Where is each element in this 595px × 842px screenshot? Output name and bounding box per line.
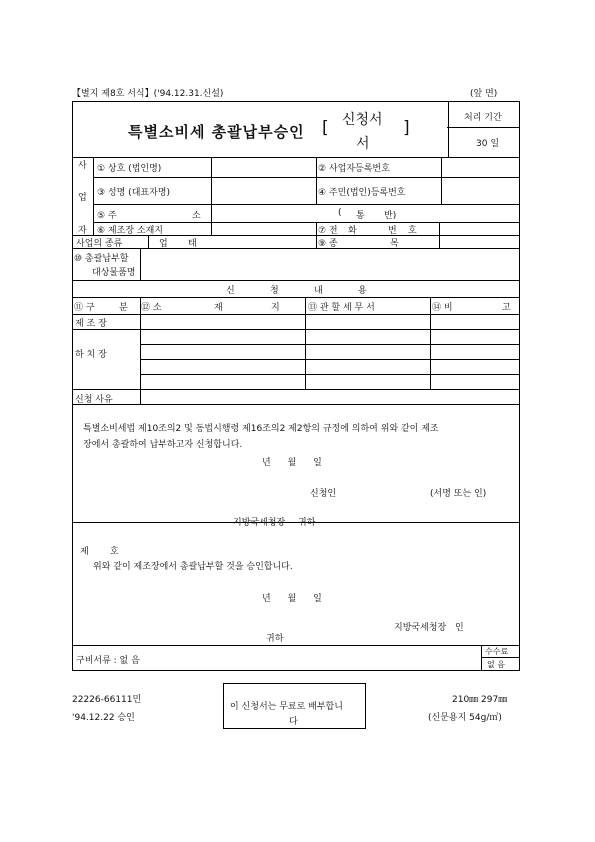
- target-goods-label-2: 대상물품명: [92, 268, 136, 278]
- business-type-field[interactable]: [211, 235, 315, 247]
- phone-label-4: 호: [408, 226, 417, 236]
- reason-field[interactable]: [140, 388, 519, 402]
- approval-official: 지방국세청장 인: [394, 623, 464, 633]
- phone-label-3: 번: [388, 226, 397, 236]
- section-title-char-1: 신: [226, 286, 235, 296]
- declaration-line-1: 특별소비세법 제10조의2 및 동법시행령 제16조의2 제2항의 규정에 의하여 위와 같이 제조: [83, 424, 439, 434]
- phone-label-2: 화: [348, 226, 357, 236]
- factory-location-label: ⑥ 제조장 소재지: [97, 226, 163, 236]
- form-title: 특별소비세 총괄납부승인: [128, 123, 305, 141]
- address-label: ⑤ 주: [97, 211, 117, 221]
- address-label-2: 소: [192, 211, 201, 221]
- col-remarks: ⑭ 비: [432, 303, 453, 313]
- target-goods-field[interactable]: [140, 248, 519, 278]
- business-type-sub-2: 태: [188, 239, 197, 249]
- form-number: 【별지 제8호 서식】('94.12.31.신설): [72, 89, 224, 99]
- phone-field[interactable]: [439, 222, 519, 234]
- approval-date: 년 월 일: [262, 594, 322, 604]
- col-location-2: 재: [214, 303, 223, 313]
- form-code: 22226-66111민: [72, 695, 142, 705]
- target-goods-label-1: ⑩ 총괄납부할: [74, 254, 129, 264]
- tel-label-2: 반): [384, 211, 397, 221]
- address-field[interactable]: [211, 204, 331, 221]
- processing-period-label: 처리 기간: [464, 113, 502, 123]
- doc-type-line1: 신청서: [342, 112, 383, 128]
- section-title-char-4: 용: [358, 286, 367, 296]
- company-name-field[interactable]: [211, 157, 315, 176]
- col-tax-office: ⑬ 관 할 세 무 서: [308, 303, 375, 313]
- phone-label: ⑦ 전: [318, 226, 338, 236]
- approval-date-note: '94.12.22 승인: [72, 713, 135, 723]
- processing-period-value: 30 일: [476, 139, 500, 149]
- fee-value: 없 음: [487, 660, 505, 669]
- row-storage: 하 치 장: [75, 350, 107, 360]
- signature-label: (서명 또는 인): [430, 489, 487, 499]
- attachments-label: 구비서류 : 없 음: [76, 656, 140, 666]
- item-label: ⑨ 종: [318, 239, 338, 249]
- applicant-side-char-2: 업: [78, 193, 87, 203]
- bracket-open: [: [322, 118, 329, 138]
- approval-body: 위와 같이 제조장에서 총괄납부할 것을 승인합니다.: [93, 562, 293, 572]
- page-side: (앞 면): [470, 89, 498, 99]
- free-note-line-1: 이 신청서는 무료로 배부합니: [230, 702, 343, 712]
- declaration-recipient: 지방국세청장 귀하: [233, 518, 316, 528]
- col-location-3: 지: [271, 303, 280, 313]
- row-factory: 제 조 장: [75, 319, 107, 329]
- tel-open: (: [338, 208, 342, 218]
- representative-name-field[interactable]: [211, 177, 315, 203]
- col-remarks-2: 고: [502, 303, 511, 313]
- business-type-sub: 업: [159, 239, 168, 249]
- applicant-side-char-3: 자: [78, 226, 87, 236]
- applicant-label: 신청인: [310, 489, 337, 499]
- section-title-char-3: 내: [314, 286, 323, 296]
- business-number-label: ② 사업자등록번호: [318, 164, 390, 174]
- declaration-date: 년 월 일: [262, 458, 322, 468]
- item-label-2: 목: [390, 239, 399, 249]
- business-number-field[interactable]: [441, 157, 519, 176]
- tel-label: 통: [356, 211, 365, 221]
- representative-name-label: ③ 성명 (대표자명): [97, 188, 170, 198]
- business-type-label: 사업의 종류: [76, 239, 123, 249]
- doc-type-line2: 서: [356, 136, 370, 152]
- free-note-line-2: 다: [289, 717, 298, 727]
- col-location: ⑫ 소: [141, 303, 162, 313]
- registration-number-label: ④ 주민(법인)등록번호: [318, 188, 406, 198]
- col-category-2: 분: [119, 303, 128, 313]
- reason-label: 신청 사유: [75, 395, 113, 405]
- approval-number-label-2: 호: [110, 547, 119, 557]
- fee-label: 수수료: [485, 647, 509, 656]
- registration-number-field[interactable]: [441, 177, 519, 203]
- approval-recipient: 귀하: [266, 634, 284, 644]
- bracket-close: ]: [403, 118, 410, 138]
- paper-type: (신문용지 54g/㎡): [428, 713, 502, 723]
- declaration-line-2: 장에서 총괄하여 납부하고자 신청합니다.: [83, 440, 243, 450]
- approval-number-label: 제: [80, 547, 89, 557]
- section-title-char-2: 청: [270, 286, 279, 296]
- company-name-label: ① 상호 (법인명): [97, 164, 162, 174]
- col-category: ⑪ 구: [74, 303, 95, 313]
- paper-size: 210㎜ 297㎜: [452, 695, 508, 705]
- item-field[interactable]: [439, 235, 519, 247]
- factory-location-field[interactable]: [211, 222, 315, 234]
- applicant-side-char-1: 사: [78, 161, 87, 171]
